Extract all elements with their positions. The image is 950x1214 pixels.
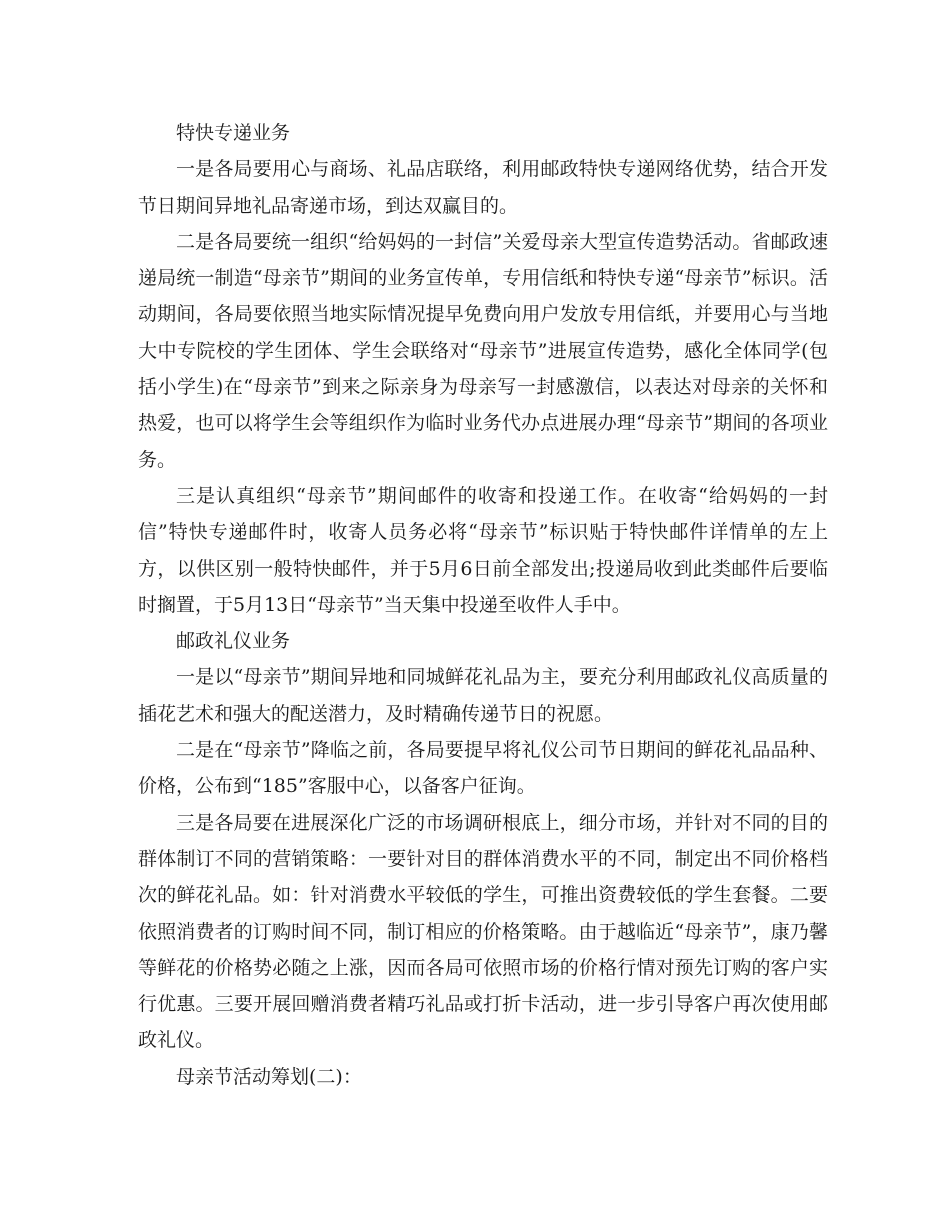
body-paragraph: 一是以“母亲节”期间异地和同城鲜花礼品为主，要充分利用邮政礼仪高质量的插花艺术和强大的配送潜力，及时精确传递节日的祝愿。 [138, 666, 828, 725]
body-paragraph: 二是各局要统一组织“给妈妈的一封信”关爱母亲大型宣传造势活动。省邮政速递局统一制造“母亲节”期间的业务宣传单，专用信纸和特快专递“母亲节”标识。活动期间，各局要依照当地实际情况提早免费向用户发放专用信纸，并要用心与当地大中专院校的学生团体、学生会联络对“母亲节”进展宣传造势，感化全体同学(包括小学生)在“母亲节”到来之际亲身为母亲写一封感激信，以表达对母亲的关怀和热爱，也可以将学生会等组织作为临时业务代办点进展办理“母亲节”期间的各项业务。 [138, 230, 828, 471]
document-body [138, 115, 828, 1095]
section-heading-etiquette: 邮政礼仪业务 [176, 630, 291, 653]
body-paragraph: 三是各局要在进展深化广泛的市场调研根底上，细分市场，并针对不同的目的群体制订不同的营销策略：一要针对目的群体消费水平的不同，制定出不同价格档次的鲜花礼品。如：针对消费水平较低的学生，可推出资费较低的学生套餐。二要依照消费者的订购时间不同，制订相应的价格策略。由于越临近“母亲节”，康乃馨等鲜花的价格势必随之上涨，因而各局可依照市场的价格行情对预先订购的客户实行优惠。三要开展回赠消费者精巧礼品或打折卡活动，进一步引导客户再次使用邮政礼仪。 [138, 811, 828, 1052]
body-paragraph: 一是各局要用心与商场、礼品店联络，利用邮政特快专递网络优势，结合开发节日期间异地礼品寄递市场，到达双赢目的。 [138, 158, 828, 217]
section-heading-express: 特快专递业务 [176, 122, 291, 144]
body-paragraph: 二是在“母亲节”降临之前，各局要提早将礼仪公司节日期间的鲜花礼品品种、价格，公布到“185”客服中心，以备客户征询。 [138, 739, 828, 798]
body-paragraph: 三是认真组织“母亲节”期间邮件的收寄和投递工作。在收寄“给妈妈的一封信”特快专递邮件时，收寄人员务必将“母亲节”标识贴于特快邮件详情单的左上方，以供区别一般特快邮件，并于5月6日前全部发出;投递局收到此类邮件后要临时搁置，于5月13日“母亲节”当天集中投递至收件人手中。 [138, 484, 828, 616]
section-heading-plan-two: 母亲节活动筹划(二)： [176, 1065, 362, 1088]
